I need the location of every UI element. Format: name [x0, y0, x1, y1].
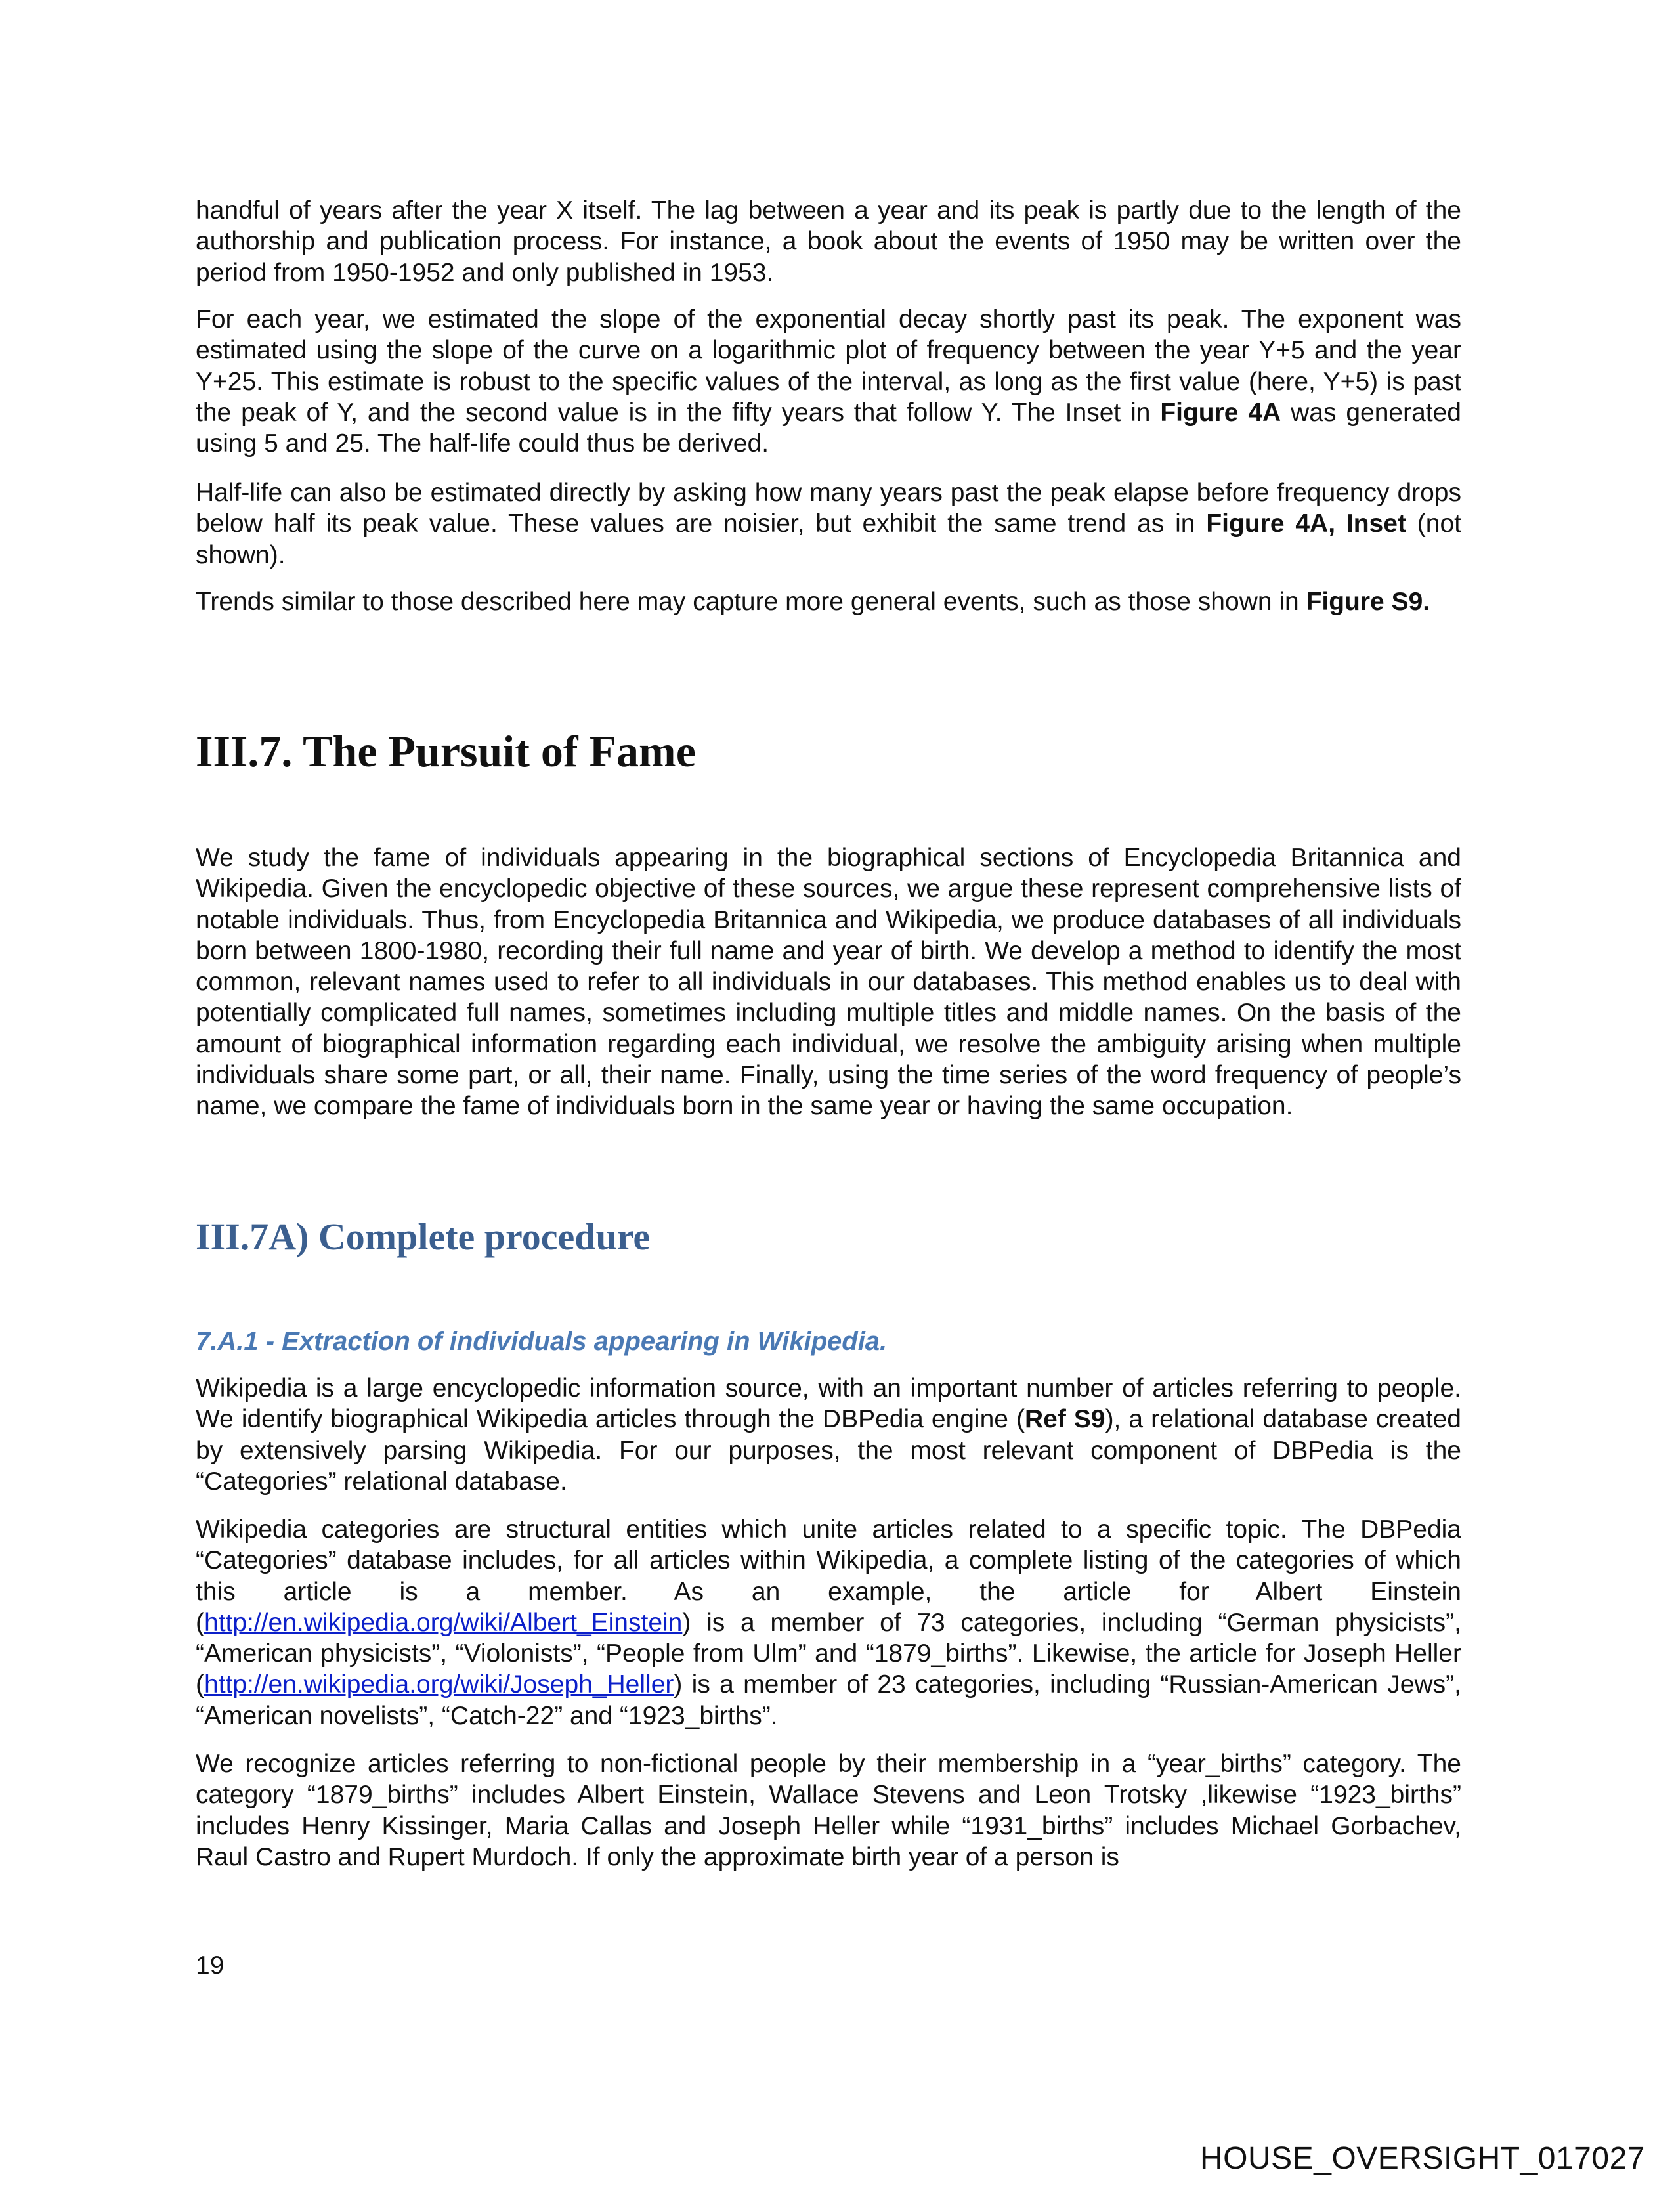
text: ) is a member of 73 categories, including “German physicists”, “American physicists”, “Violonists”, “People from Ulm” and “1879_births”. Likewise, the article for Joseph Heller (: [196, 1608, 1461, 1699]
text: (not shown).: [196, 510, 1461, 569]
text: ) is a member of 23 categories, including “Russian-American Jews”, “American novelists”, “Catch-22” and “1923_births”.: [196, 1670, 1461, 1730]
text: Trends similar to those described here may capture more general events, such as those shown in: [196, 588, 1306, 616]
paragraph-year-births: [196, 1748, 1461, 1873]
text: handful of years after the year X itself. The lag between a year and its peak is partly due to the length of the authorship and publication process. For instance, a book about the events of 1950 may be written over the period from 1950-1952 and only published in 1953.: [196, 196, 1461, 287]
text: We recognize articles referring to non-fictional people by their membership in a “year_births” category. The category “1879_births” includes Albert Einstein, Wallace Stevens and Leon Trotsky ,likewise “1923_births” includes Henry Kissinger, Maria Callas and Joseph Heller while “1931_births” includes Michael Gorbachev, Raul Castro and Rupert Murdoch. If only the approximate birth year of a person is: [196, 1750, 1461, 1871]
footer-bates-stamp: HOUSE_OVERSIGHT_017027: [1200, 2141, 1645, 2176]
text: For each year, we estimated the slope of the exponential decay shortly past its peak. The exponent was estimated using the slope of the curve on a logarithmic plot of frequency between the year Y+5 and the year Y+25. This estimate is robust to the specific values of the interval, as long as the first value (here, Y+5) is past the peak of Y, and the second value is in the fifty years that follow Y. The Inset in: [196, 305, 1461, 427]
text: was generated using 5 and 25. The half-life could thus be derived.: [196, 398, 1461, 458]
text: We study the fame of individuals appearing in the biographical sections of Encyclopedia Britannica and Wikipedia. Given the encyclopedic objective of these sources, we argue these represent comprehensive lists of notable individuals. Thus, from Encyclopedia Britannica and Wikipedia, we produce databases of all individuals born between 1800-1980, recording their full name and year of birth. We develop a method to identify the most common, relevant names used to refer to all individuals in our databases. This method enables us to deal with potentially complicated full names, sometimes including multiple titles and middle names. On the basis of the amount of biographical information regarding each individual, we resolve the ambiguity arising when multiple individuals share some part, or all, their name. Finally, using the time series of the word frequency of people’s name, we compare the fame of individuals born in the same year or having the same occupation.: [196, 844, 1461, 1121]
subsubsection-heading: 7.A.1 - Extraction of individuals appearing in Wikipedia.: [196, 1327, 888, 1356]
text: Wikipedia categories are structural entities which unite articles related to a specific topic. The DBPedia “Categories” database includes, for all articles within Wikipedia, a complete listing of the categories of which this article is a member. As an example, the article for Albert Einstein (: [196, 1515, 1461, 1637]
figure-ref: Figure 4A, Inset: [1206, 510, 1406, 538]
text: Half-life can also be estimated directly by asking how many years past the peak elapse before frequency drops below half its peak value. These values are noisier, but exhibit the same trend as in: [196, 479, 1461, 538]
paragraph-trends: [196, 586, 1461, 617]
figure-ref: Figure S9.: [1306, 588, 1430, 616]
heller-link[interactable]: http://en.wikipedia.org/wiki/Joseph_Heller: [204, 1670, 674, 1699]
paragraph-wikipedia-dbpedia: [196, 1373, 1461, 1497]
text: ), a relational database created by extensively parsing Wikipedia. For our purposes, the most relevant component of DBPedia is the “Categories” relational database.: [196, 1405, 1461, 1496]
reference: Ref S9: [1024, 1405, 1105, 1434]
paragraph-half-life: [196, 477, 1461, 571]
paragraph-wikipedia-categories: [196, 1514, 1461, 1731]
paragraph-exponential-decay: [196, 304, 1461, 459]
paragraph-fame-intro: [196, 842, 1461, 1122]
figure-ref: Figure 4A: [1160, 398, 1281, 427]
section-heading: III.7. The Pursuit of Fame: [196, 726, 696, 776]
page-number: 19: [196, 1951, 225, 1980]
einstein-link[interactable]: http://en.wikipedia.org/wiki/Albert_Einstein: [204, 1608, 683, 1637]
subsection-heading: III.7A) Complete procedure: [196, 1215, 651, 1258]
paragraph-publication-lag: [196, 195, 1461, 288]
text: Wikipedia is a large encyclopedic information source, with an important number of articles referring to people. We identify biographical Wikipedia articles through the DBPedia engine (: [196, 1374, 1461, 1434]
